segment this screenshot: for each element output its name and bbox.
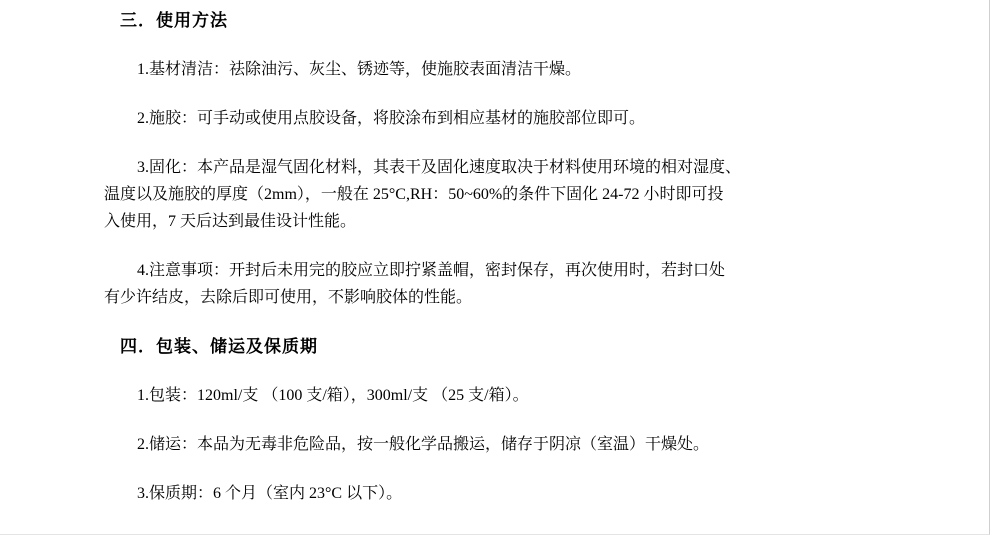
list-item-curing xyxy=(104,154,904,235)
text-line: 1.包装：120ml/支 （100 支/箱），300ml/支 （25 支/箱）。 xyxy=(137,387,529,404)
text-line: 3.保质期：6 个月（室内 23°C 以下）。 xyxy=(137,485,403,502)
list-item-packaging xyxy=(104,382,904,409)
text-line: 2.施胶：可手动或使用点胶设备，将胶涂布到相应基材的施胶部位即可。 xyxy=(137,110,646,127)
text-line: 入使用，7 天后达到最佳设计性能。 xyxy=(104,213,357,230)
text-line: 1.基材清洁：祛除油污、灰尘、锈迹等，使施胶表面清洁干燥。 xyxy=(137,61,582,78)
text-line: 温度以及施胶的厚度（2mm），一般在 25°C,RH：50~60%的条件下固化 24-72 小时即可投 xyxy=(104,186,724,203)
section-heading-usage: 三．使用方法 xyxy=(120,11,228,30)
text-line: 3.固化：本产品是湿气固化材料，其表干及固化速度取决于材料使用环境的相对湿度、 xyxy=(137,159,742,176)
list-item-shelf-life xyxy=(104,480,904,507)
text-line: 有少许结皮，去除后即可使用，不影响胶体的性能。 xyxy=(104,289,473,306)
list-item-substrate-cleaning xyxy=(104,56,904,83)
section-heading-packaging-storage: 四．包装、储运及保质期 xyxy=(120,337,318,356)
list-item-storage-transport xyxy=(104,431,904,458)
text-line: 2.储运：本品为无毒非危险品，按一般化学品搬运，储存于阴凉（室温）干燥处。 xyxy=(137,436,710,453)
list-item-glue-application xyxy=(104,105,904,132)
list-item-precautions xyxy=(104,257,904,311)
text-line: 4.注意事项：开封后未用完的胶应立即拧紧盖帽，密封保存，再次使用时，若封口处 xyxy=(137,262,726,279)
